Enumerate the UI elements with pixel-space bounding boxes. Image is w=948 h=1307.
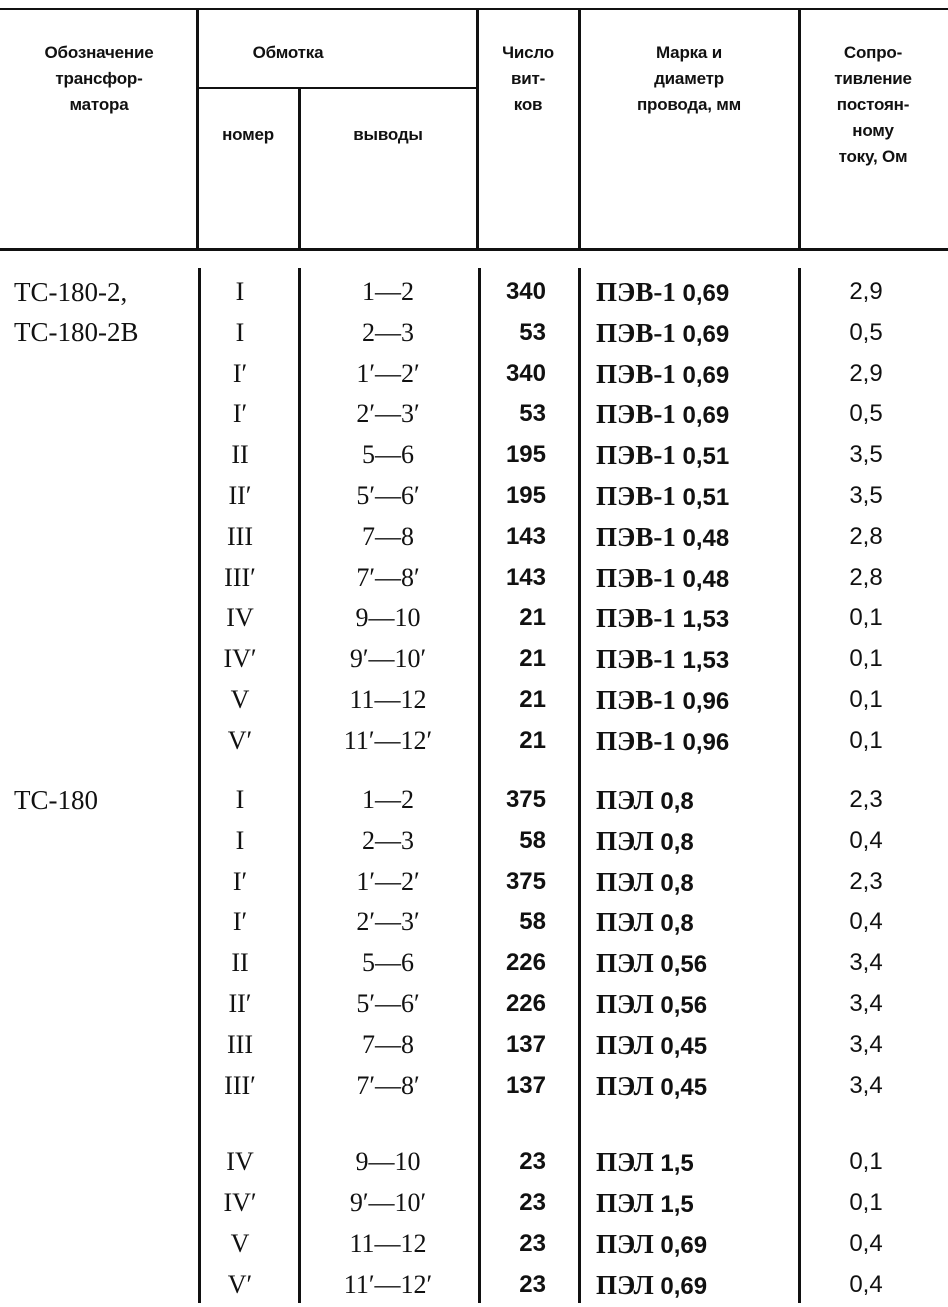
- turns-count: 340: [505, 359, 546, 387]
- turns-count: 143: [505, 522, 546, 550]
- table-row: [0, 272, 948, 312]
- table-row: [0, 1066, 948, 1106]
- winding-leads: 7′—8′: [356, 562, 420, 592]
- wire-spec: [596, 517, 796, 557]
- winding-number: IV: [226, 1147, 254, 1177]
- dc-resistance: 0,4: [849, 908, 883, 936]
- table-row: [0, 313, 948, 353]
- header-designation-line: матора: [69, 95, 129, 114]
- dc-resistance: 3,4: [849, 1071, 883, 1099]
- wire-type: ПЭЛ: [596, 1229, 654, 1259]
- turns-count: 195: [505, 482, 546, 509]
- dc-resistance: 0,1: [849, 1148, 883, 1176]
- wire-type: ПЭВ-1: [596, 685, 676, 715]
- turns-count: 53: [519, 318, 546, 346]
- wire-diameter: 1,5: [660, 1150, 694, 1178]
- winding-number: I′: [232, 866, 248, 896]
- group-designation-line: ТС-180-2,: [14, 277, 128, 307]
- wire-spec: [596, 721, 796, 761]
- winding-leads: 2′—3′: [356, 399, 420, 429]
- table-row: [0, 1265, 948, 1305]
- dc-resistance: 3,4: [849, 949, 883, 977]
- turns-count: 195: [505, 441, 546, 469]
- winding-leads: 11—12: [349, 685, 427, 714]
- winding-number: II′: [228, 989, 252, 1018]
- dc-resistance: 0,4: [849, 1270, 883, 1298]
- header-designation-line: Обозначение: [44, 43, 154, 62]
- turns-count: 23: [519, 1189, 546, 1217]
- dc-resistance: 3,5: [849, 441, 883, 469]
- dc-resistance: 0,4: [849, 1230, 883, 1257]
- table-row: [0, 394, 948, 434]
- wire-type: ПЭВ-1: [596, 317, 676, 348]
- winding-leads: 5—6: [362, 948, 414, 978]
- header-resistance: [801, 40, 945, 170]
- winding-leads: 5—6: [362, 440, 414, 470]
- wire-type: ПЭВ-1: [596, 440, 676, 471]
- winding-leads: 9—10: [355, 1147, 421, 1177]
- winding-number: I: [235, 785, 245, 814]
- winding-leads: 5′—6′: [356, 989, 420, 1018]
- wire-type: ПЭЛ: [596, 1029, 654, 1060]
- wire-diameter: 0,51: [682, 443, 730, 471]
- turns-count: 23: [519, 1230, 546, 1257]
- wire-diameter: 0,8: [660, 910, 694, 938]
- turns-count: 137: [505, 1030, 546, 1058]
- wire-diameter: 1,53: [682, 647, 730, 675]
- winding-leads: 7—8: [362, 1029, 414, 1059]
- wire-spec: [596, 680, 796, 720]
- table-row: [0, 1183, 948, 1223]
- wire-type: ПЭВ-1: [596, 481, 676, 511]
- winding-number: V: [230, 1229, 250, 1258]
- table-row: [0, 1224, 948, 1264]
- header-turns-line: Число: [502, 43, 554, 62]
- winding-leads: 11′—12′: [343, 725, 433, 755]
- wire-type: ПЭЛ: [596, 866, 654, 897]
- winding-leads: 7—8: [362, 521, 414, 551]
- winding-leads: 11′—12′: [343, 1269, 433, 1299]
- winding-leads: 1′—2′: [356, 358, 420, 388]
- wire-spec: [596, 476, 796, 516]
- wire-type: ПЭЛ: [596, 948, 654, 979]
- header-resistance-line: ному: [852, 121, 894, 140]
- header-wire-line: диаметр: [654, 69, 724, 88]
- wire-diameter: 0,48: [682, 565, 730, 593]
- dc-resistance: 0,5: [849, 318, 883, 346]
- header-top-rule: [0, 8, 948, 10]
- wire-type: ПЭВ-1: [596, 562, 676, 593]
- wire-diameter: 0,69: [682, 320, 730, 348]
- dc-resistance: 0,5: [849, 400, 883, 428]
- winding-number: I′: [232, 399, 248, 429]
- wire-type: ПЭЛ: [596, 1269, 654, 1300]
- dc-resistance: 2,8: [849, 563, 883, 591]
- dc-resistance: 0,1: [849, 645, 883, 673]
- wire-type: ПЭЛ: [596, 907, 654, 938]
- dc-resistance: 0,1: [849, 686, 883, 713]
- winding-number: IV′: [223, 1188, 257, 1218]
- wire-spec: [596, 821, 796, 861]
- wire-spec: [596, 984, 796, 1024]
- wire-type: ПЭВ-1: [596, 277, 676, 307]
- winding-number: I′: [232, 907, 248, 937]
- wire-spec: [596, 1066, 796, 1106]
- header-turns: [478, 40, 578, 118]
- winding-leads: 1′—2′: [356, 866, 420, 896]
- turns-count: 226: [505, 990, 546, 1017]
- wire-diameter: 0,69: [682, 402, 730, 430]
- dc-resistance: 2,9: [849, 278, 883, 305]
- wire-diameter: 0,69: [660, 1232, 708, 1259]
- turns-count: 21: [519, 645, 546, 673]
- table-row: [0, 517, 948, 557]
- winding-leads: 1—2: [362, 785, 414, 814]
- wire-type: ПЭЛ: [596, 785, 654, 815]
- wire-type: ПЭВ-1: [596, 603, 676, 634]
- winding-leads: 2—3: [362, 825, 414, 855]
- winding-number: I: [235, 825, 245, 855]
- dc-resistance: 0,1: [849, 726, 883, 754]
- turns-count: 23: [519, 1270, 546, 1298]
- winding-number: I: [235, 317, 245, 347]
- table-row: [0, 476, 948, 516]
- dc-resistance: 0,1: [849, 604, 883, 632]
- header-winding: Обмотка: [252, 43, 324, 62]
- wire-spec: [596, 780, 796, 820]
- wire-type: ПЭВ-1: [596, 358, 676, 389]
- header-wire-line: провода, мм: [636, 95, 742, 114]
- winding-number: V′: [227, 1269, 253, 1299]
- dc-resistance: 2,9: [849, 359, 883, 387]
- dc-resistance: 3,4: [849, 1030, 883, 1058]
- table-row: [0, 943, 948, 983]
- wire-diameter: 0,96: [682, 688, 730, 715]
- wire-diameter: 0,8: [660, 828, 694, 856]
- wire-type: ПЭВ-1: [596, 644, 676, 675]
- turns-count: 375: [505, 786, 546, 813]
- wire-spec: [596, 435, 796, 475]
- dc-resistance: 2,3: [849, 867, 883, 895]
- table-row: [0, 598, 948, 638]
- winding-number: III′: [224, 1070, 256, 1100]
- wire-spec: [596, 1224, 796, 1264]
- table-row: [0, 984, 948, 1024]
- group-designation-line: ТС-180: [14, 785, 98, 815]
- wire-type: ПЭЛ: [596, 825, 654, 856]
- turns-count: 143: [505, 563, 546, 591]
- wire-spec: [596, 943, 796, 983]
- header-winding-leads: выводы: [353, 125, 423, 144]
- wire-spec: [596, 1183, 796, 1223]
- wire-spec: [596, 558, 796, 598]
- table-row: [0, 558, 948, 598]
- wire-diameter: 0,8: [660, 788, 694, 815]
- wire-diameter: 0,51: [682, 484, 730, 511]
- wire-spec: [596, 902, 796, 942]
- wire-spec: [596, 313, 796, 353]
- header-designation-line: трансфор-: [55, 69, 143, 88]
- wire-diameter: 1,5: [660, 1191, 694, 1219]
- dc-resistance: 3,5: [849, 482, 883, 509]
- turns-count: 53: [519, 400, 546, 428]
- winding-leads: 9—10: [355, 603, 421, 633]
- winding-leads: 7′—8′: [356, 1070, 420, 1100]
- wire-diameter: 0,69: [682, 361, 730, 389]
- winding-leads: 9′—10′: [349, 1188, 427, 1218]
- dc-resistance: 3,4: [849, 990, 883, 1017]
- winding-number: II: [231, 440, 249, 470]
- winding-leads: 1—2: [362, 277, 414, 306]
- winding-subheader-rule: [198, 87, 478, 89]
- winding-number: II′: [228, 481, 252, 510]
- turns-count: 21: [519, 604, 546, 632]
- winding-number: IV′: [223, 644, 257, 674]
- dc-resistance: 2,3: [849, 786, 883, 813]
- wire-spec: [596, 598, 796, 638]
- header-turns-line: ков: [513, 95, 543, 114]
- table-row: [0, 821, 948, 861]
- wire-diameter: 0,56: [660, 951, 708, 979]
- wire-type: ПЭЛ: [596, 1147, 654, 1178]
- wire-diameter: 0,69: [660, 1272, 708, 1300]
- wire-diameter: 0,69: [682, 280, 730, 307]
- header-designation: [4, 40, 194, 118]
- winding-number: IV: [226, 603, 254, 633]
- dc-resistance: 2,8: [849, 522, 883, 550]
- table-row: [0, 1025, 948, 1065]
- turns-count: 226: [505, 949, 546, 977]
- turns-count: 58: [519, 908, 546, 936]
- wire-type: ПЭВ-1: [596, 399, 676, 430]
- wire-spec: [596, 862, 796, 902]
- winding-number: I′: [232, 358, 248, 388]
- table-row: [0, 721, 948, 761]
- winding-leads: 2—3: [362, 317, 414, 347]
- turns-count: 21: [519, 686, 546, 713]
- wire-spec: [596, 394, 796, 434]
- header-resistance-line: постоян-: [836, 95, 910, 114]
- table-row: [0, 354, 948, 394]
- table-row: [0, 780, 948, 820]
- table-row: [0, 435, 948, 475]
- wire-diameter: 1,53: [682, 606, 730, 634]
- wire-spec: [596, 1265, 796, 1305]
- header-resistance-line: току, Ом: [838, 147, 908, 166]
- dc-resistance: 0,4: [849, 826, 883, 854]
- table-row: [0, 1142, 948, 1182]
- winding-number: III′: [224, 562, 256, 592]
- dc-resistance: 0,1: [849, 1189, 883, 1217]
- wire-diameter: 0,48: [682, 524, 730, 552]
- header-resistance-line: тивление: [834, 69, 912, 88]
- turns-count: 58: [519, 826, 546, 854]
- turns-count: 375: [505, 867, 546, 895]
- winding-number: V′: [227, 725, 253, 755]
- turns-count: 23: [519, 1148, 546, 1176]
- winding-number: I: [235, 277, 245, 306]
- wire-spec: [596, 354, 796, 394]
- table-row: [0, 639, 948, 679]
- turns-count: 21: [519, 726, 546, 754]
- wire-diameter: 0,45: [660, 1032, 708, 1060]
- winding-number: V: [230, 685, 250, 714]
- header-turns-line: вит-: [510, 69, 546, 88]
- wire-type: ПЭЛ: [596, 1188, 654, 1219]
- table-row: [0, 902, 948, 942]
- turns-count: 340: [505, 278, 546, 305]
- wire-type: ПЭВ-1: [596, 521, 676, 552]
- table-row: [0, 680, 948, 720]
- wire-spec: [596, 1025, 796, 1065]
- wire-spec: [596, 639, 796, 679]
- wire-type: ПЭЛ: [596, 1070, 654, 1101]
- wire-diameter: 0,96: [682, 728, 730, 756]
- wire-type: ПЭВ-1: [596, 725, 676, 756]
- winding-number: III: [227, 521, 253, 551]
- header-bottom-rule: [0, 248, 948, 251]
- header-wire: [580, 40, 798, 118]
- wire-diameter: 0,56: [660, 992, 708, 1019]
- header-resistance-line: Сопро-: [843, 43, 903, 62]
- header-divider-2: [298, 88, 301, 250]
- winding-leads: 11—12: [349, 1229, 427, 1258]
- winding-leads: 2′—3′: [356, 907, 420, 937]
- winding-leads: 5′—6′: [356, 481, 420, 510]
- turns-count: 137: [505, 1071, 546, 1099]
- wire-diameter: 0,45: [660, 1073, 708, 1101]
- winding-number: III: [227, 1029, 253, 1059]
- table-row: [0, 862, 948, 902]
- wire-spec: [596, 272, 796, 312]
- group-designation-line: ТС-180-2В: [14, 317, 139, 347]
- header-wire-line: Марка и: [656, 43, 722, 62]
- wire-spec: [596, 1142, 796, 1182]
- header-winding-number: номер: [222, 125, 274, 144]
- wire-diameter: 0,8: [660, 869, 694, 897]
- winding-number: II: [231, 948, 249, 978]
- winding-leads: 9′—10′: [349, 644, 427, 674]
- wire-type: ПЭЛ: [596, 989, 654, 1019]
